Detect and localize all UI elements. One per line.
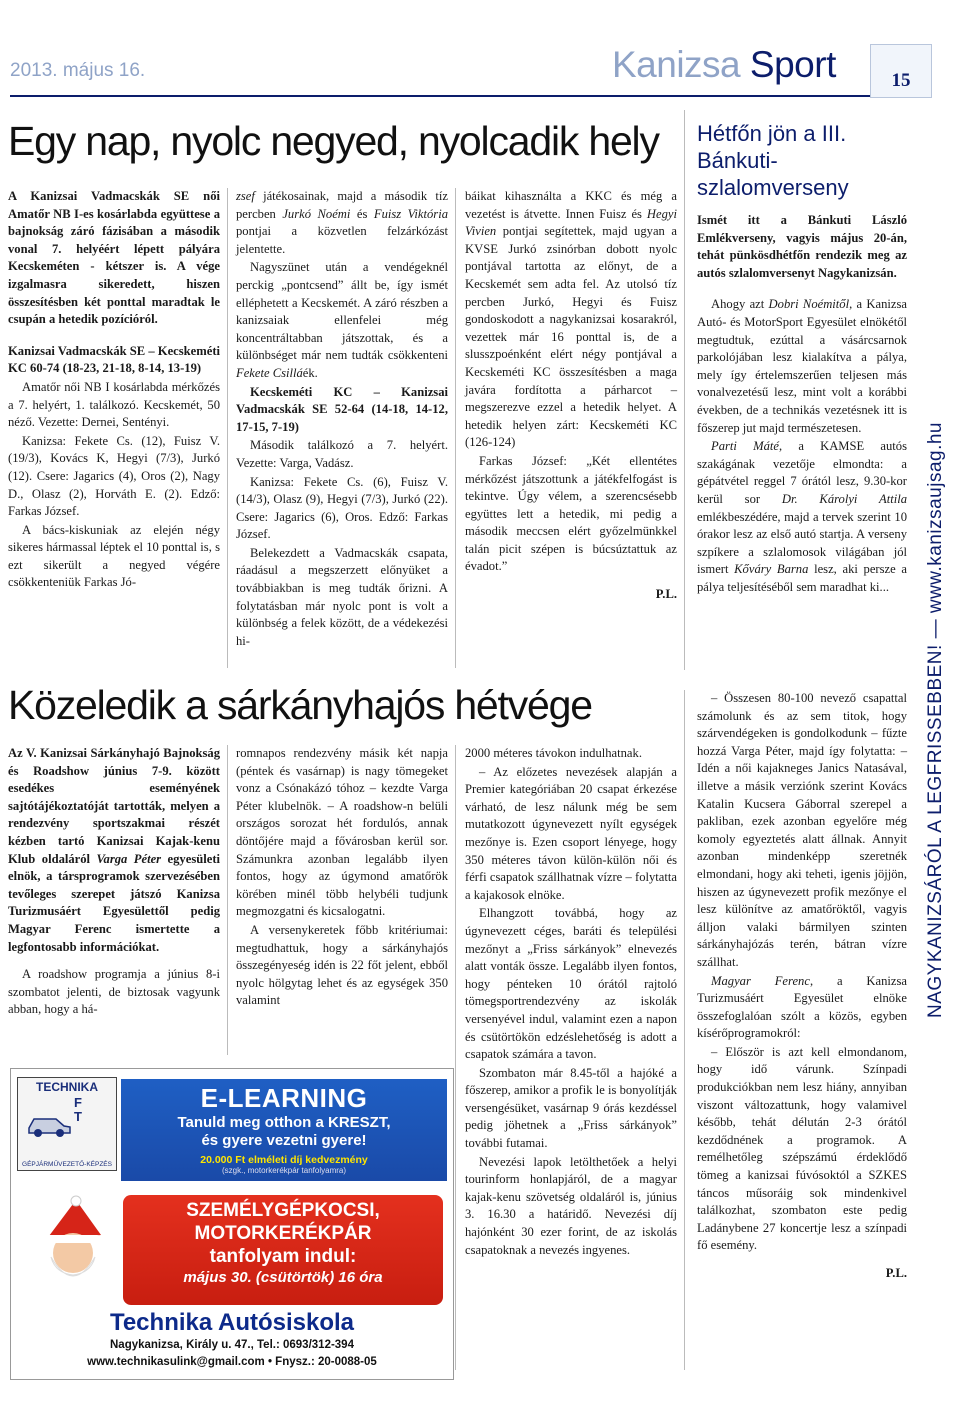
article2-column-3	[465, 745, 677, 1260]
section-title-b: Sport	[749, 44, 836, 85]
article3-lead: Ismét itt a Bánkuti László Emlékverseny, vagyis május 20-án, tehát pünkösdhétfőn rendezik meg az autós szlalomversenyt Nagykanizsán.	[697, 213, 907, 280]
article2-para: Magyar Ferenc, a Kanizsa Turizmusáért Egyesület elnöke összefoglalóan szólt a közös, egyben kísérőprogramokról:	[697, 973, 907, 1041]
article2-para: romnapos rendezvény másik két napja (péntek és vasárnap) is nagy tömegeket vonz a Csónakázó tóhoz – kezdte Varga Péter klubelnök. – A roadshow-n belüli országos sorozat hét fordulós, annak döntőjére majd a fővárosban kerül sor. Számunkra azonban legalább ilyen fontos, hogy az úgymond amatőrök körében minél több helybéli tudjunk megmozgatni és kicsalogatni.	[236, 746, 448, 919]
ad-elearning-line: és gyere vezetni gyere!	[201, 1132, 367, 1149]
ad-logo-mid: F T	[74, 1095, 82, 1124]
article1-column-2	[236, 188, 448, 651]
article1-para: Belekezdett a Vadmacskák csapata, ráadásul a megszerzett előnyüket a továbbiakban is meg tudták őrizni. A folytatásban már nyolc pont is volt a különbség a felek között, de a védekezési hi-	[236, 545, 448, 648]
page-number: 15	[870, 44, 932, 98]
article2-para: Elhangzott továbbá, hogy az úgynevezett céges, baráti és települési mezőnyt a „Friss sárkányok” elnevezés alatt vonták össze. Legalább ilyen fontos, hogy pénteken 10 órától rajtoló tömegsportrendezvény az iskolák versenyével indul, valamint ezen a napon és csütörtökön edzéslehetőség is adott a csapatok számára a tavon.	[465, 906, 677, 1062]
article3-para: Ahogy azt Dobri Noémitől, a Kanizsa Autó- és MotorSport Egyesület elnökétől megtudtuk, ezúttal a vásárcsarnok parkolójában lesz kialakítva a pálya, mely így értelemszerűen teljesen más vonalvezetésű lesz, mint volt a korábbi években, de a technikás vezetésnek itt is főszerep jut majd természetesen.	[697, 297, 907, 435]
article2-para: Nevezési lapok letölthetőek a helyi tourinform honlapjáról, de a magyar kajak-kenu szövetség oldaláról is, június 3. 16.30 a határidő. Nevezési díj hajónként 30 ezer forint, de az iskolás csapatoknak a nevezés ingyenes.	[465, 1154, 677, 1257]
article1-para: báikat kihasználta a KKC és még a vezetést is átvette. Innen Fuisz és Hegyi Vivien pontjai segítettek, majd ugyan a KVSE Jurkó zsinórban dobott nyolc pontjával tartotta az előnyt, de a Kecskemét sem adta fel. Az utolsó tíz percben Jurkó, Hegyi és Fuisz gondoskodott a nagykanizsai kosarakról, vezettek már 16 ponttal is, de a slusszpoénként elért négy pontjával a Kecskeméti KC összesítésben a maga javára fordította a párharcot – megszerezve ezzel a hetedik helyet. A hetedik helyen zárt: Kecskeméti KC (126-124)	[465, 189, 677, 450]
article2-para: – Az előzetes nevezések alapján a Premier kategóriában 20 csapat érkezése várható, de lesz nálunk még be sem mutatkozott úgynevezett nyílt egységek mezőnye is. Ezen csoport lényege, hogy 350 méteres távon külön-külön női és férfi csapatok szállhatnak vízre – folytatta a kajakosok elnöke.	[465, 764, 677, 902]
ad-course-line: tanfolyam indul:	[209, 1246, 357, 1267]
issue-date: 2013. május 16.	[10, 60, 146, 81]
article1-headline: Egy nap, nyolc negyed, nyolcadik hely	[8, 118, 659, 164]
ad-contact: www.technikasulink@gmail.com • Fnysz.: 20-0088-05	[87, 1356, 377, 1368]
article2-para: A roadshow programja a június 8-i szombatot jelenti, de biztosak vagyunk abban, hogy a há-	[8, 967, 220, 1017]
article1-match1-info: Amatőr női NB I kosárlabda mérkőzés a 7. helyért, 1. találkozó. Kecskemét, 50 néző. Vezette: Dernei, Sentényi.	[8, 379, 220, 430]
article2-lead: Az V. Kanizsai Sárkányhajó Bajnokság és Roadshow június 7-9. között esedékes eseményének sajtótájékoztatóját tartották, melyen a rendezvény sportszakmai részét kézben tartó Kanizsai Kajak-kenu Klub oldaláról Varga Péter egyesületi elnök, a társprogramok szervezésében tevőleges szerepet játszó Kanizsa Turizmusáért Egyesülettől pedig Magyar Ferenc ismertette a legfontosabb információkat.	[8, 746, 221, 954]
article1-column-1	[8, 188, 220, 593]
article2-headline: Közeledik a sárkányhajós hétvége	[8, 682, 592, 728]
column-divider	[455, 188, 456, 668]
side-banner-text: NAGYKANIZSÁRÓL A LEGFRISSEBBEN! — www.kanizsaujsag.hu	[925, 421, 946, 1019]
ad-course-line: MOTORKERÉKPÁR	[194, 1223, 372, 1244]
ad-discount-note: (szgk., motorkerékpár tanfolyamra)	[221, 1166, 347, 1175]
column-divider	[684, 110, 685, 670]
article1-match1-lineup: Kanizsa: Fekete Cs. (12), Fuisz V. (19/3), Kovács K, Hegyi (7/3), Jurkó (12). Csere: Jagarics (4), Oros (2), Nagy D., Olasz (2), Horváth E. (2). Edző: Farkas József.	[8, 433, 220, 519]
article1-column-3	[465, 188, 677, 605]
article1-lead: A Kanizsai Vadmacskák SE női Amatőr NB I-es kosárlabda együttese a bajnokság záró fázisában a második vonal 7. helyéért lépett pályára Kecskeméten - kétszer is. A vége izgalmasra sikeredett, hiszen összesítésben két ponttal maradtak le csupán a hetedik pozícióról.	[8, 189, 220, 327]
article2-para: – Összesen 80-100 nevező csapattal számolunk és az sem titok, hogy szárvendégeken is gondolkodunk – fűzte hozzá Varga Péter, majd így folytatta: – Idén a női kajakneges Janics Natasával, illetve a másik verziónk szerint Kovács Katalin Kucsera Gáborral szerepel a pakliban, ezek azonban egyelőre még komoly egyeztetés alatt állnak. Annyit azonban mindenképp szeretnék elmondani, hogy aki teheti, igenis jöjjön, hiszen az úgynevezett profik mezőnye el lesz különítve az amatőröktől, vagyis álljon valaki bármilyen szinten sárkányhajózás terén, bátran vízre szállhat.	[697, 691, 907, 969]
article2-signature: P.L.	[885, 1266, 907, 1280]
article2-para: Szombaton már 8.45-től a hajóké a főszerep, amikor a profik le is bonyolítják versengésüket, vasárnap 9 órás kezdéssel pedig jöhetnek a „Friss sárkányok” további futamai.	[465, 1065, 677, 1151]
column-divider	[227, 745, 228, 1055]
ad-logo-top: TECHNIKA	[36, 1080, 98, 1094]
section-title-a: Kanizsa	[612, 44, 741, 85]
column-divider	[455, 745, 456, 1370]
article1-para: zsef játékosainak, majd a második tíz percben Jurkó Noémi és Fuisz Viktória pontjai a közvetlen felzárkózást jelentette.	[236, 189, 448, 256]
article3-headline: Hétfőn jön a III. Bánkuti-szlalomverseny	[697, 121, 849, 200]
column-divider	[684, 690, 685, 1370]
ad-elearning-box	[121, 1079, 447, 1181]
article1-match2-result: Kecskeméti KC – Kanizsai Vadmacskák SE 52-64 (14-18, 14-12, 17-15, 7-19)	[236, 384, 448, 434]
article2-column-4	[697, 690, 907, 1284]
article1-match2-lineup: Kanizsa: Fekete Cs. (6), Fuisz V. (14/3), Olasz (9), Hegyi (7/3), Jurkó (22). Csere: Jagarics (6), Oros. Edző: Farkas József.	[236, 474, 448, 542]
article2-column-2	[236, 745, 448, 1011]
article1-match2-info: Második találkozó a 7. helyért. Vezette: Varga, Vadász.	[236, 438, 448, 470]
article1-para: Nagyszünet után a vendégeknél perckig „pontcsend” állt be, így ismét elléphetett a Kecskemét. A záró részben a kanizsaiak ellenfelei még koncentráltabban játszottak, és a különbséget már nem tudták csökkenteni Fekete Csilláék.	[236, 260, 448, 380]
ad-course-date: május 30. (csütörtök) 16 óra	[183, 1269, 383, 1286]
side-banner	[922, 20, 950, 1420]
column-divider	[227, 188, 228, 668]
ad-brand: Technika Autósiskola	[109, 1309, 355, 1336]
article1-para: A bács-kiskuniak az elején négy sikeres hármassal léptek el 10 ponttal is, s ezt sikerült a negyed végére csökkenteniük Farkas Jó-	[8, 522, 220, 590]
ad-course-line: SZEMÉLYGÉPKOCSI,	[186, 1200, 380, 1221]
ad-discount: 20.000 Ft elméleti díj kedvezmény	[200, 1154, 368, 1166]
article1-signature: P.L.	[655, 587, 677, 602]
article2-para: 2000 méteres távokon indulhatnak.	[465, 746, 642, 760]
driving-school-ad[interactable]	[10, 1068, 454, 1380]
car-icon	[26, 1108, 72, 1138]
ad-elearning-line: Tanuld meg otthon a KRESZT,	[177, 1114, 391, 1131]
article2-para: – Először is azt kell elmondanom, hogy idő várunk. Színpadi produkciókban nem lesz hiány, annyiban viszont változattunk, hogy valamivel később, tehát délután 2-3 órától kezdődnének a programok. A remélhetőleg szépszámú érdeklődő tömeg a kanizsai fúvósoktól a SZKES táncos műsoráig sok mindenkivel találkozhat, szombaton este pedig Ladánybene 27 koncertje lesz a színpadi fő esemény.	[697, 1044, 907, 1253]
ad-address: Nagykanizsa, Király u. 47., Tel.: 0693/312-394	[110, 1339, 354, 1351]
ad-elearning-title: E-LEARNING	[200, 1083, 368, 1113]
ad-course-box	[123, 1195, 443, 1305]
article2-para: A versenykeretek főbb kritériumai: megtudhattuk, hogy a sárkányhajós összegényeség idén is 22 főt jelent, ebből nyolc hölgytag lehet és az egységek 350 valamint	[236, 922, 448, 1008]
santa-icon	[31, 1195, 111, 1295]
ad-logo	[17, 1077, 117, 1171]
ad-logo-bottom: GÉPJÁRMŰVEZETŐ-KÉPZÉS	[22, 1161, 112, 1168]
article2-column-1	[8, 745, 220, 1020]
header-rule	[10, 95, 870, 97]
article1-quote: Farkas József: „Két ellentétes mérkőzést játszottunk a játékfelfogást is tekintve. Úgy vélem, a szerencsésebb együttes lett a hetedik, mi pedig a második meccsen elért győzelmünkkel talán picit szépen is búcsúztattuk az évadot.”	[465, 453, 677, 574]
section-title	[612, 44, 836, 86]
article3-para: Parti Máté, a KAMSE autós szakágának vezetője elmondta: a gépátvétel reggel 7 órától lesz, 9.30-kor kerül sor Dr. Károlyi Attila emlékbeszédére, majd a tervek szerint 10 órakor lesz az első autó startja. A verseny szpíkere a szlalomosok világában jól ismert Kőváry Barna lesz, aki persze a pálya teljesítéséből sem maradhat ki...	[697, 439, 907, 594]
article3-body	[697, 212, 907, 597]
article1-match1-result: Kanizsai Vadmacskák SE – Kecskeméti KC 60-74 (18-23, 21-18, 8-14, 13-19)	[8, 343, 221, 376]
